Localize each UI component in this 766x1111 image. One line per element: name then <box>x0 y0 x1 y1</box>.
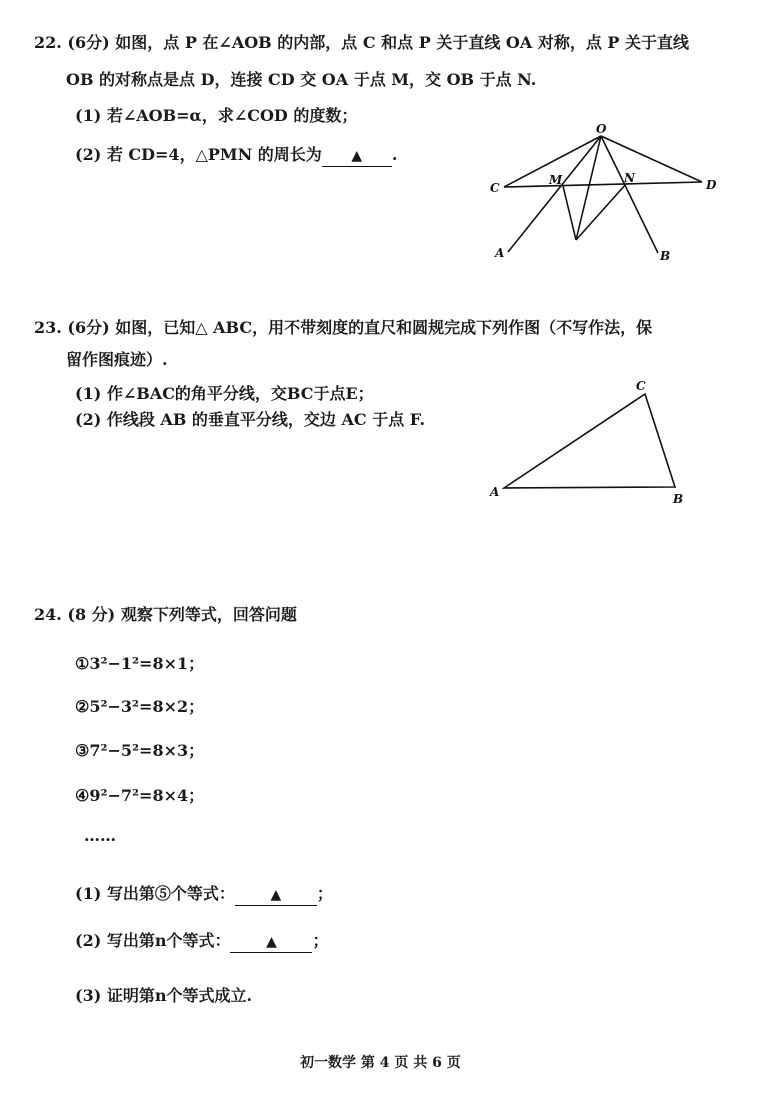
label-d: D <box>706 178 717 192</box>
equation-2: ②5²−3²=8×2； <box>75 697 205 716</box>
q22-part2-suffix: . <box>391 145 398 164</box>
label-c: C <box>636 379 646 393</box>
q24-part1-suffix: ； <box>316 884 333 903</box>
q24-part1-prefix: (1) 写出第⑤个等式： <box>75 884 235 903</box>
q24-part1 <box>75 884 333 906</box>
line-od <box>601 136 702 182</box>
q24-part2-suffix: ； <box>312 931 329 950</box>
q24-part1-answer-blank[interactable] <box>235 884 317 906</box>
label-a: A <box>490 485 500 499</box>
line-ob <box>601 136 658 253</box>
equation-1: ①3²−1²=8×1； <box>75 654 205 673</box>
q22-part2 <box>75 145 397 167</box>
q24-title: 24. (8 分) 观察下列等式，回答问题 <box>34 605 297 624</box>
equation-4: ④9²−7²=8×4； <box>75 786 205 805</box>
line-mp <box>563 186 576 240</box>
equation-3: ③7²−5²=8×3； <box>75 741 205 760</box>
label-m: M <box>549 173 563 187</box>
page-footer: 初一数学 第 4 页 共 6 页 <box>300 1055 461 1071</box>
answer-triangle-icon: ▲ <box>270 887 282 903</box>
q24-part3: (3) 证明第n个等式成立. <box>75 986 253 1005</box>
q23-part2: (2) 作线段 AB 的垂直平分线，交边 AC 于点 F. <box>75 410 426 429</box>
q24-part2 <box>75 931 329 953</box>
q22-answer-blank[interactable] <box>322 145 392 167</box>
label-b: B <box>673 492 684 506</box>
triangle-abc <box>504 394 675 488</box>
label-o: O <box>596 122 607 136</box>
ellipsis: …… <box>84 826 116 845</box>
label-b: B <box>660 249 671 263</box>
q23-stem-line2: 留作图痕迹）. <box>66 350 168 369</box>
q22-stem-line1: 22. (6分) 如图，点 P 在∠AOB 的内部，点 C 和点 P 关于直线 OA 对称，点 P 关于直线 <box>34 33 689 52</box>
answer-triangle-icon: ▲ <box>351 148 363 164</box>
q23-triangle-figure <box>488 378 698 508</box>
q24-part2-answer-blank[interactable] <box>230 931 312 953</box>
q22-part2-prefix: (2) 若 CD=4，△PMN 的周长为 <box>75 145 322 164</box>
q23-stem-line1: 23. (6分) 如图，已知△ ABC，用不带刻度的直尺和圆规完成下列作图（不写作法，保 <box>34 318 653 337</box>
q24-part2-prefix: (2) 写出第n个等式： <box>75 931 231 950</box>
line-cd <box>504 182 702 187</box>
answer-triangle-icon: ▲ <box>266 934 277 950</box>
label-c: C <box>490 181 500 195</box>
q22-figure <box>490 120 730 270</box>
q23-part1: (1) 作∠BAC的角平分线，交BC于点E； <box>75 384 374 403</box>
q22-part1: (1) 若∠AOB=α，求∠COD 的度数； <box>75 106 358 125</box>
q22-stem-line2: OB 的对称点是点 D，连接 CD 交 OA 于点 M，交 OB 于点 N. <box>66 70 537 89</box>
label-n: N <box>624 171 635 185</box>
label-a: A <box>495 246 505 260</box>
